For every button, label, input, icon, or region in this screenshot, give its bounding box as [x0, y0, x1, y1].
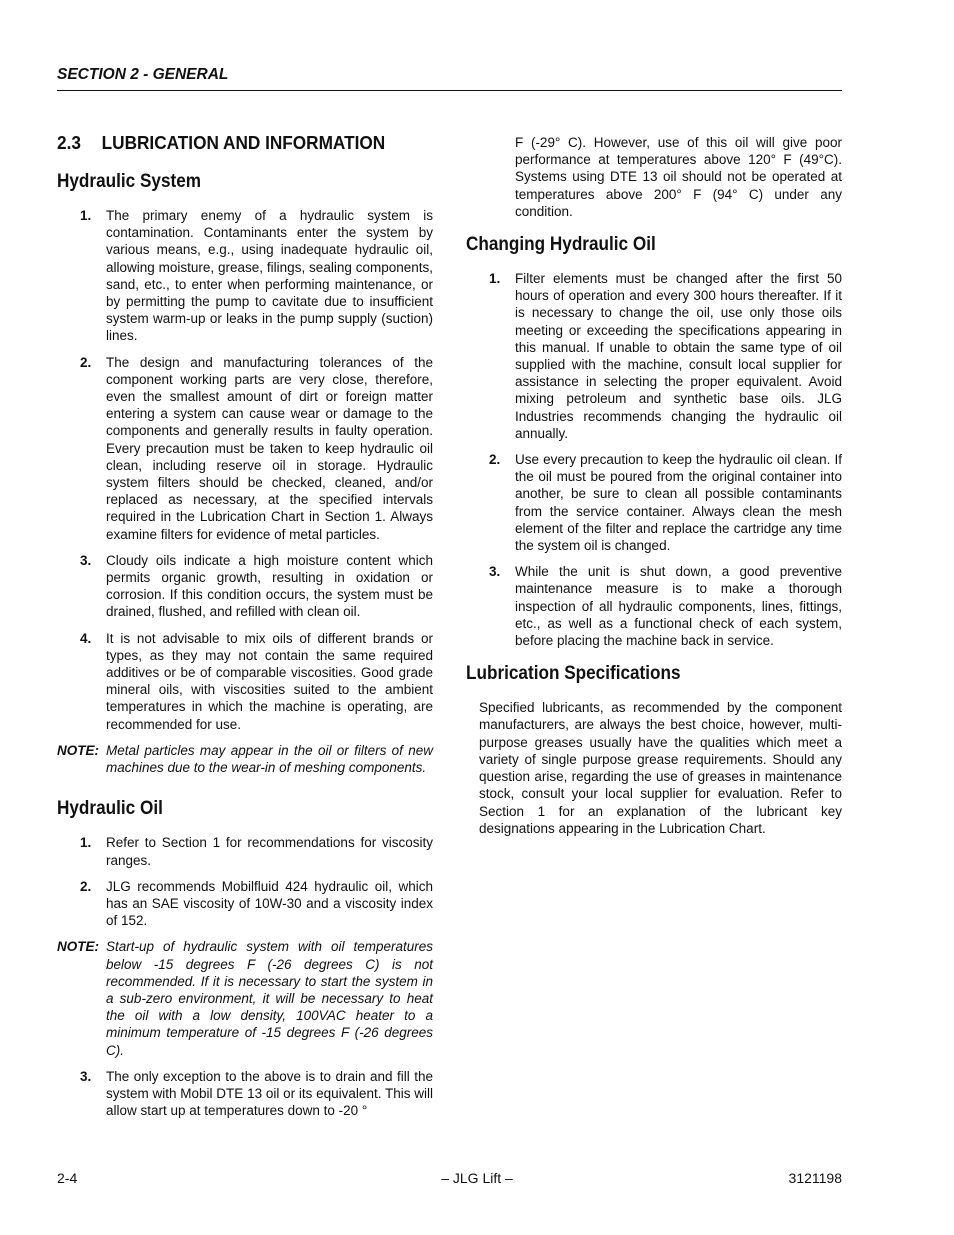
lubrication-specifications-text: Specified lubricants, as recommended by the component manufacturers, are always the best choice, however, multi-purpose greases usually have the qualities which meet a variety of single purpose grease requirements. Should any question arise, regarding the use of greases in maintenance stock, consult your local supplier for evaluation. Refer to Section 1 for an explanation of the lubricant key designations appearing in the Lubrication Chart.: [479, 700, 842, 836]
note-text: Metal particles may appear in the oil or filters of new machines due to the wear-in of meshing components.: [106, 742, 433, 776]
item-text: It is not advisable to mix oils of different brands or types, as they may not contain the same required additives or be of comparable viscosities. Good grade mineral oils, with viscosities suited to the ambient temperatures in which the machine is operating, are recommended for use.: [106, 630, 433, 732]
footer-brand: – JLG Lift –: [441, 1170, 513, 1186]
list-item: [466, 451, 842, 554]
hydraulic-system-heading: Hydraulic System: [57, 170, 202, 192]
note: [57, 938, 433, 1058]
note: [57, 742, 433, 776]
item-number: 4.: [80, 630, 92, 646]
item-text: Use every precaution to keep the hydraulic oil clean. If the oil must be poured from the original container into another, be sure to clean all possible contaminants from the service container. Always clean the mesh element of the filter and replace the cartridge any time the system oil is changed.: [515, 452, 842, 554]
section-title-text: LUBRICATION AND INFORMATION: [101, 132, 386, 153]
note-label: NOTE:: [57, 939, 99, 955]
item-text: While the unit is shut down, a good preventive maintenance measure is to make a thorough inspection of all hydraulic components, lines, fittings, etc., as well as a functional check of each system, before placing the machine back in service.: [515, 564, 842, 649]
item-number: 1.: [80, 835, 92, 851]
changing-hydraulic-oil-heading: Changing Hydraulic Oil: [466, 233, 656, 256]
item-text: Cloudy oils indicate a high moisture content which permits organic growth, resulting in oxidation or corrosion. If this condition occurs, the system must be drained, flushed, and refilled with clean oil.: [106, 552, 433, 620]
list-item: [466, 563, 842, 649]
lubrication-specifications-heading: Lubrication Specifications: [466, 662, 681, 685]
page-number: 2-4: [57, 1170, 78, 1186]
item-number: 1.: [80, 208, 92, 223]
item-text: Filter elements must be changed after the first 50 hours of operation and every 300 hours thereafter. If it is necessary to change the oil, use only those oils meeting or exceeding the specifications appearing in this manual. If unable to obtain the same type of oil supplied with the machine, consult local supplier for assistance in selecting the proper equivalent. Avoid mixing petroleum and synthetic base oils. JLG Industries recommends changing the hydraulic oil annually.: [515, 271, 842, 441]
section-title: [57, 132, 407, 154]
item-number: 3.: [80, 1068, 92, 1084]
left-column: [57, 132, 433, 1128]
note-text: Start-up of hydraulic system with oil temperatures below -15 degrees F (-26 degrees C) is not recommended. If it is necessary to start the system in a sub-zero environment, it will be necessary to heat the oil with a low density, 100VAC heater to a minimum temperature of -15 degrees F (-26 degrees C).: [106, 939, 433, 1058]
item-number: 2.: [80, 878, 92, 894]
section-number: 2.3: [57, 132, 81, 153]
item-number: 2.: [489, 452, 501, 468]
section-header: SECTION 2 - GENERAL: [57, 66, 229, 83]
list-item: [57, 207, 433, 345]
item-number: 3.: [80, 552, 92, 568]
item-number: 3.: [489, 564, 501, 580]
list-item: [57, 630, 433, 733]
item-continued-text: F (-29° C). However, use of this oil will give poor performance at temperatures above 120° F (49°C). Systems using DTE 13 oil should not be operated at temperatures above 200° F (94° C) under any condition.: [515, 135, 842, 219]
item-number: 1.: [489, 271, 501, 287]
item-text: JLG recommends Mobilfluid 424 hydraulic oil, which has an SAE viscosity of 10W-30 and a viscosity index of 152.: [106, 878, 433, 929]
note-label: NOTE:: [57, 742, 99, 758]
header-rule: [57, 90, 842, 91]
list-item: [466, 270, 842, 442]
list-item: [57, 1068, 433, 1120]
document-number: 3121198: [788, 1170, 842, 1186]
item-text: Refer to Section 1 for recommendations for viscosity ranges.: [106, 835, 433, 868]
list-item: [57, 552, 433, 621]
hydraulic-oil-heading: Hydraulic Oil: [57, 797, 163, 820]
item-text: The only exception to the above is to drain and fill the system with Mobil DTE 13 oil or its equivalent. This will allow start up at temperatures down to -20 °: [106, 1068, 433, 1119]
list-item: [57, 878, 433, 930]
item-text: The design and manufacturing tolerances of the component working parts are very close, therefore, even the smallest amount of dirt or foreign matter entering a system can cause wear or damage to the components and generally results in faulty operation. Every precaution must be taken to keep hydraulic oil clean, including reserve oil in storage. Hydraulic system filters should be checked, cleaned, and/or replaced as necessary, at the specified intervals required in the Lubrication Chart in Section 1. Always examine filters for evidence of metal particles.: [106, 354, 433, 542]
item-number: 2.: [80, 354, 92, 370]
right-column: [466, 134, 842, 837]
list-item: [57, 834, 433, 868]
item-text: The primary enemy of a hydraulic system is contamination. Contaminants enter the system by various means, e.g., using inadequate hydraulic oil, allowing moisture, grease, filings, sealing components, sand, etc., to enter when performing maintenance, or by permitting the pump to cavitate due to insufficient system warm-up or leaks in the pump supply (suction) lines.: [106, 208, 433, 344]
list-item: [57, 354, 433, 543]
